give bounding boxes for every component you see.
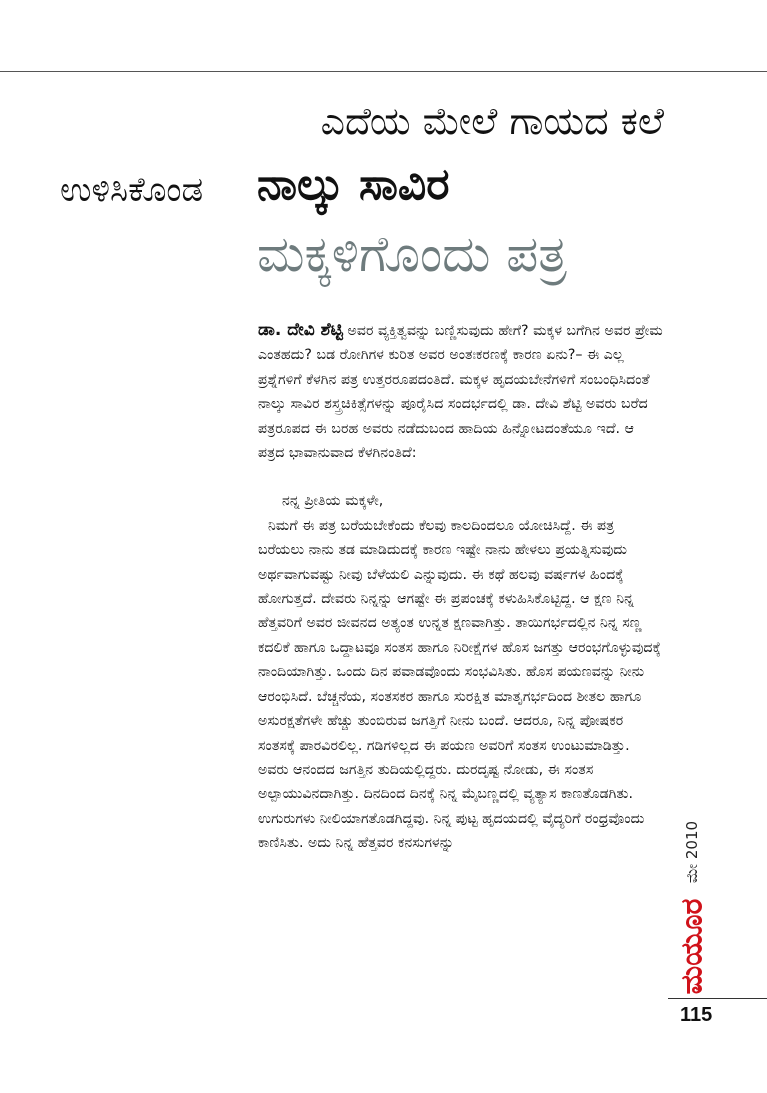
- title-line-2-bold: ನಾಲ್ಕು ಸಾವಿರ: [257, 159, 450, 210]
- lead-name: ಡಾ. ದೇವಿ ಶೆಟ್ಟಿ: [258, 320, 343, 340]
- title-line-2-light: ಉಳಿಸಿಕೊಂಡ: [60, 170, 204, 210]
- letter-text: ನಿಮಗೆ ಈ ಪತ್ರ ಬರೆಯಬೇಕೆಂದು ಕೆಲವು ಕಾಲದಿಂದಲೂ ಯೋಚಿಸಿದ್ದೆ. ಈ ಪತ್ರ ಬರೆಯಲು ನಾನು ತಡ ಮಾಡಿದುದಕ್ಕೆ ಕಾರಣ ಇಷ್ಟೇ ನಾನು ಹೇಳಲು ಪ್ರಯತ್ನಿಸುವುದು ಅರ್ಥವಾಗುವಷ್ಟು ನೀವು ಬೆಳೆಯಲಿ ಎನ್ನುವುದು. ಈ ಕಥೆ ಹಲವು ವರ್ಷಗಳ ಹಿಂದಕ್ಕೆ ಹೋಗುತ್ತದೆ. ದೇವರು ನಿನ್ನನ್ನು ಆಗಷ್ಟೇ ಈ ಪ್ರಪಂಚಕ್ಕೆ ಕಳುಹಿಸಿಕೊಟ್ಟಿದ್ದ. ಆ ಕ್ಷಣ ನಿನ್ನ ಹೆತ್ತವರಿಗೆ ಅವರ ಜೀವನದ ಅತ್ಯಂತ ಉನ್ನತ ಕ್ಷಣವಾಗಿತ್ತು. ತಾಯಿಗರ್ಭದಲ್ಲಿನ ನಿನ್ನ ಸಣ್ಣ ಕದಲಿಕೆ ಹಾಗೂ ಒದ್ದಾಟವೂ ಸಂತಸ ಹಾಗೂ ನಿರೀಕ್ಷೆಗಳ ಹೊಸ ಜಗತ್ತು ಆರಂಭಗೊಳ್ಳುವುದಕ್ಕೆ ನಾಂದಿಯಾಗಿತ್ತು. ಒಂದು ದಿನ ಪವಾಡವೊಂದು ಸಂಭವಿಸಿತು. ಹೊಸ ಪಯಣವನ್ನು ನೀನು ಆರಂಭಿಸಿದೆ. ಬೆಚ್ಚನೆಯ, ಸಂತಸಕರ ಹಾಗೂ ಸುರಕ್ಷಿತ ಮಾತೃಗರ್ಭದಿಂದ ಶೀತಲ ಹಾಗೂ ಅಸುರಕ್ಷತೆಗಳೇ ಹೆಚ್ಚು ತುಂಬಿರುವ ಜಗತ್ತಿಗೆ ನೀನು ಬಂದೆ. ಆದರೂ, ನಿನ್ನ ಪೋಷಕರ ಸಂತಸಕ್ಕೆ ಪಾರವಿರಲಿಲ್ಲ. ಗಡಿಗಳಿಲ್ಲದ ಈ ಪಯಣ ಅವರಿಗೆ ಸಂತಸ ಉಂಟುಮಾಡಿತ್ತು. ಅವರು ಆನಂದದ ಜಗತ್ತಿನ ತುದಿಯಲ್ಲಿದ್ದರು. ದುರದೃಷ್ಟ ನೋಡು, ಈ ಸಂತಸ ಅಲ್ಪಾಯುವಿನದಾಗಿತ್ತು. ದಿನದಿಂದ ದಿನಕ್ಕೆ ನಿನ್ನ ಮೈಬಣ್ಣದಲ್ಲಿ ವ್ಯತ್ಯಾಸ ಕಾಣತೊಡಗಿತು. ಉಗುರುಗಳು ನೀಲಿಯಾಗತೊಡಗಿದ್ದವು. ನಿನ್ನ ಪುಟ್ಟ ಹೃದಯದಲ್ಲಿ ವೈದ್ಯರಿಗೆ ರಂಧ್ರವೊಂದು ಕಾಣಿಸಿತು. ಅದು ನಿನ್ನ ಹೆತ್ತವರ ಕನಸುಗಳನ್ನು: [258, 517, 661, 852]
- footer-rule: [668, 998, 767, 999]
- intro-text: ಅವರ ವ್ಯಕ್ತಿತ್ವವನ್ನು ಬಣ್ಣಿಸುವುದು ಹೇಗೆ? ಮಕ್ಕಳ ಬಗೆಗಿನ ಅವರ ಪ್ರೇಮ ಎಂತಹದು? ಬಡ ರೋಗಿಗಳ ಕುರಿತ ಅವರ ಅಂತಃಕರಣಕ್ಕೆ ಕಾರಣ ಏನು?– ಈ ಎಲ್ಲ ಪ್ರಶ್ನೆಗಳಿಗೆ ಕೆಳಗಿನ ಪತ್ರ ಉತ್ತರರೂಪದಂತಿದೆ. ಮಕ್ಕಳ ಹೃದಯಬೇನೆಗಳಿಗೆ ಸಂಬಂಧಿಸಿದಂತೆ ನಾಲ್ಕು ಸಾವಿರ ಶಸ್ತ್ರಚಿಕಿತ್ಸೆಗಳನ್ನು ಪೂರೈಸಿದ ಸಂದರ್ಭದಲ್ಲಿ ಡಾ. ದೇವಿ ಶೆಟ್ಟಿ ಅವರು ಬರೆದ ಪತ್ರರೂಪದ ಈ ಬರಹ ಅವರು ನಡೆದುಬಂದ ಹಾದಿಯ ಹಿನ್ನೋಟದಂತೆಯೂ ಇದೆ. ಆ ಪತ್ರದ ಭಾವಾನುವಾದ ಕೆಳಗಿನಂತಿದೆ:: [258, 323, 663, 462]
- article-body: [258, 318, 664, 856]
- magazine-side-strip: [670, 812, 714, 997]
- page-number: 115: [680, 1004, 713, 1026]
- magazine-logo-text: ಮಯೂರ: [674, 898, 710, 994]
- letter-salutation: ನನ್ನ ಪ್ರೀತಿಯ ಮಕ್ಕಳೇ,: [282, 493, 384, 510]
- magazine-logo: [672, 896, 712, 996]
- issue-date-text: ಮೇ 2010: [683, 820, 702, 884]
- title-line-3: ಮಕ್ಕಳಿಗೊಂದು ಪತ್ರ: [257, 225, 567, 283]
- title-line-1: ಎದೆಯ ಮೇಲೆ ಗಾಯದ ಕಲೆ: [320, 99, 664, 143]
- top-rule: [0, 71, 767, 72]
- issue-date: [672, 812, 712, 892]
- article-intro: [258, 318, 664, 465]
